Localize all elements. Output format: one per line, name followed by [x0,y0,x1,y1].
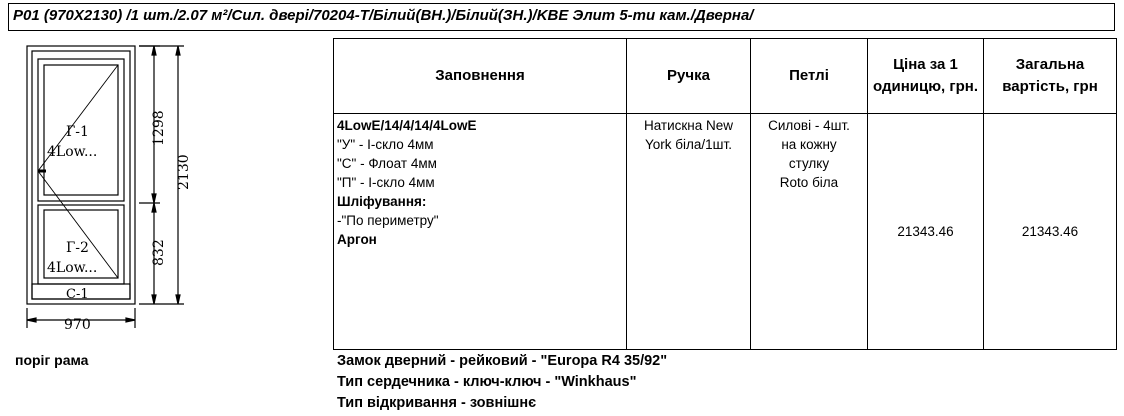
fill-cell [334,114,627,350]
header-fill: Заповнення [334,39,627,114]
fill-line-p: "П" - І-скло 4мм [337,175,435,190]
hinges-line: на кожну [781,137,837,152]
fill-argon: Аргон [337,232,377,247]
upper-pane-label: Г-1 [66,124,89,140]
hinges-line: Roto біла [779,175,839,190]
door-drawing [8,38,198,338]
hinges-line: стулку [788,156,830,171]
table-row [334,114,1117,350]
fill-grinding-value: -"По периметру" [337,213,439,228]
fill-grinding-label: Шліфування: [337,194,427,209]
upper-height-dimension: 1298 [151,110,167,146]
header-hinges: Петлі [751,39,868,114]
width-dimension: 970 [64,317,91,333]
lower-height-dimension: 832 [151,239,167,266]
bottom-rail-label: С-1 [66,287,89,302]
fill-line-s: "С" - Флоат 4мм [337,156,437,171]
table-header-row [334,39,1117,114]
note-cylinder: Тип сердечника - ключ-ключ - "Winkhaus" [337,374,637,390]
fill-line-u: "У" - І-скло 4мм [337,137,434,152]
header-handle: Ручка [627,39,751,114]
total-height-dimension: 2130 [176,154,192,190]
hinges-line: Силові - 4шт. [768,118,850,133]
threshold-label: поріг рама [15,352,89,368]
unit-price-cell: 21343.46 [868,114,984,350]
spec-table [333,38,1117,350]
upper-pane-glass: 4Low... [47,144,98,160]
lower-pane-glass: 4Low... [47,260,98,276]
total-cell: 21343.46 [984,114,1117,350]
header-total: Загальна вартість, грн [984,39,1117,114]
hinges-cell [751,114,868,350]
order-title: P01 (970X2130) /1 шт./2.07 м²/Сил. двері/70204-Т/Білий(ВН.)/Білий(ЗН.)/KBE Элит 5-ти кам./Дверна/ [8,3,1115,31]
handle-cell: Натискна New York біла/1шт. [627,114,751,350]
header-unit-price: Ціна за 1 одиницю, грн. [868,39,984,114]
fill-glass-formula: 4LowE/14/4/14/4LowE [337,118,477,133]
note-lock: Замок дверний - рейковий - "Europa R4 35/92" [337,353,668,369]
note-opening: Тип відкривання - зовнішнє [337,395,537,411]
notes-block [337,351,667,414]
lower-pane-label: Г-2 [66,240,89,256]
